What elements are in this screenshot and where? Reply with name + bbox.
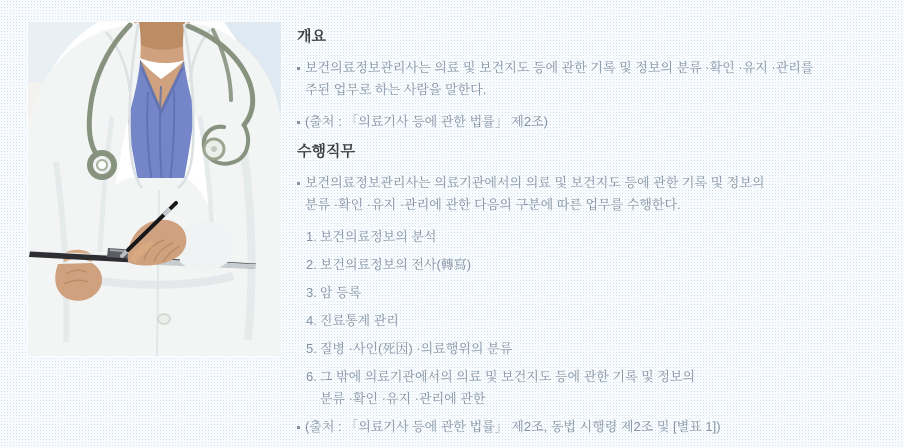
numbered-item xyxy=(306,338,897,360)
coat-button xyxy=(158,314,170,324)
bullet-item xyxy=(297,57,897,101)
numbered-item xyxy=(306,254,897,276)
item-text xyxy=(320,338,512,360)
text-line: 질병 ·사인(死因) ·의료행위의 분류 xyxy=(319,341,513,356)
text-line: 암 등록 xyxy=(319,285,362,300)
text-line: (출처 : 「의료기사 등에 관한 법률」 제2조, 동법 시행령 제2조 및 [별표 1]) xyxy=(305,419,721,434)
bullet-item xyxy=(297,172,897,216)
item-text xyxy=(320,366,695,410)
item-text xyxy=(320,282,361,304)
content-column xyxy=(297,20,897,448)
text-line: 보건의료정보의 전사(轉寫) xyxy=(319,257,472,272)
text-line: 보건의료정보관리사는 의료 및 보건지도 등에 관한 기록 및 정보의 분류 ·확인 ·유지 ·관리를 xyxy=(305,60,814,75)
section-heading: 수행직무 xyxy=(297,143,355,160)
number-marker: 4. xyxy=(306,313,317,328)
text-line: 보건의료정보의 분석 xyxy=(319,229,437,244)
bullet-item xyxy=(297,416,897,438)
text-line: 분류 ·확인 ·유지 ·관리에 관한 xyxy=(319,391,486,406)
text-line: 그 밖에 의료기관에서의 의료 및 보건지도 등에 관한 기록 및 정보의 xyxy=(319,369,696,384)
bullet-marker xyxy=(297,416,305,429)
bullet-marker xyxy=(297,172,305,185)
numbered-item xyxy=(306,366,897,410)
item-text xyxy=(305,416,721,438)
bullet-item xyxy=(297,111,897,133)
text-line: (출처 : 「의료기사 등에 관한 법률」 제2조) xyxy=(305,114,548,129)
section-heading: 개요 xyxy=(297,28,326,45)
number-marker: 5. xyxy=(306,341,317,356)
item-text xyxy=(320,226,437,248)
item-text xyxy=(305,111,548,133)
text-line: 분류 ·확인 ·유지 ·관리에 관한 다음의 구분에 따른 업무를 수행한다. xyxy=(305,197,681,212)
number-marker: 3. xyxy=(306,285,317,300)
number-marker: 6. xyxy=(306,369,317,384)
bullet-marker xyxy=(297,57,305,70)
item-text xyxy=(320,254,471,276)
item-text xyxy=(305,57,813,101)
numbered-item xyxy=(306,282,897,304)
item-text xyxy=(305,172,764,216)
number-marker: 2. xyxy=(306,257,317,272)
numbered-item xyxy=(306,226,897,248)
sleeve-cuff xyxy=(178,221,233,270)
text-line: 주된 업무로 하는 사람을 말한다. xyxy=(305,82,487,97)
doctor-photo xyxy=(28,22,281,356)
item-text xyxy=(320,310,399,332)
numbered-item xyxy=(306,310,897,332)
bullet-marker xyxy=(297,111,305,124)
text-line: 보건의료정보관리사는 의료기관에서의 의료 및 보건지도 등에 관한 기록 및 정보의 xyxy=(305,175,765,190)
doctor-illustration xyxy=(28,22,281,356)
number-marker: 1. xyxy=(306,229,317,244)
text-line: 진료통계 관리 xyxy=(319,313,399,328)
